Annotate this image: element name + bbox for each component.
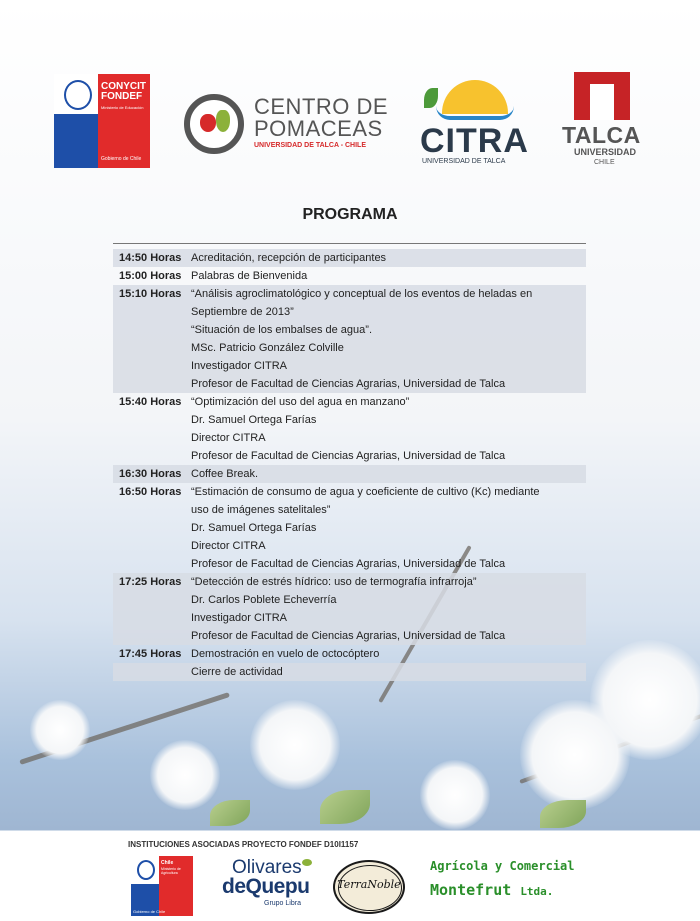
schedule-time: 15:00 Horas — [119, 270, 182, 282]
header-logos — [0, 70, 700, 180]
schedule-time — [113, 591, 191, 609]
schedule-line — [113, 501, 586, 519]
schedule-text: uso de imágenes satelitales” — [191, 504, 331, 516]
schedule-time — [113, 357, 191, 375]
schedule-text: Profesor de Facultad de Ciencias Agrarias, Universidad de Talca — [191, 558, 506, 570]
schedule-row — [113, 393, 586, 465]
schedule-time — [113, 429, 191, 447]
apple-pear-icon — [184, 94, 244, 154]
schedule-text: Dr. Carlos Poblete Echeverría — [191, 594, 337, 606]
schedule-text: Coffee Break. — [191, 468, 259, 480]
footer — [0, 831, 700, 921]
schedule-text: “Situación de los embalses de agua”. — [191, 324, 372, 336]
schedule-line — [113, 393, 586, 411]
schedule-time — [113, 339, 191, 357]
schedule-row — [113, 285, 586, 393]
schedule-line — [113, 519, 586, 537]
schedule-row — [113, 663, 586, 681]
schedule-row — [113, 465, 586, 483]
schedule-row — [113, 249, 586, 267]
centro-pomaceas-logo: CENTRO DE POMACEAS UNIVERSIDAD DE TALCA - CHILE — [184, 92, 379, 156]
schedule-text: MSc. Patricio González Colville — [191, 342, 344, 354]
sprout-icon — [424, 88, 438, 108]
schedule-line — [113, 465, 586, 483]
schedule-text: “Análisis agroclimatológico y conceptual de los eventos de heladas en — [191, 288, 533, 300]
schedule-row — [113, 267, 586, 285]
schedule-line — [113, 627, 586, 645]
schedule-time: 14:50 Horas — [119, 252, 182, 264]
schedule-text: Profesor de Facultad de Ciencias Agrarias, Universidad de Talca — [191, 450, 506, 462]
universidad-talca-logo: TALCA UNIVERSIDAD CHILE — [562, 72, 646, 170]
schedule-row — [113, 573, 586, 645]
ministerio-agricultura-logo: Chile Ministerio de Agricultura Gobierno de Chile — [131, 856, 193, 916]
schedule-row — [113, 483, 586, 573]
schedule-line — [113, 357, 586, 375]
schedule-time: 15:40 Horas — [119, 396, 182, 408]
conycit-fondef-logo: CONYCIT FONDEF Ministerio de Educación Gobierno de Chile — [54, 74, 150, 168]
schedule-line — [113, 411, 586, 429]
schedule-time: 17:25 Horas — [119, 576, 182, 588]
schedule-text: Dr. Samuel Ortega Farías — [191, 414, 317, 426]
schedule-text: Palabras de Bienvenida — [191, 270, 308, 282]
schedule-text: Cierre de actividad — [191, 666, 283, 678]
divider — [113, 243, 586, 244]
schedule-line — [113, 483, 586, 501]
schedule-text: “Detección de estrés hídrico: uso de termografía infrarroja” — [191, 576, 477, 588]
terranoble-logo: TerraNoble — [333, 860, 405, 914]
schedule-time: 16:30 Horas — [119, 468, 182, 480]
schedule-time — [113, 537, 191, 555]
schedule-line — [113, 591, 586, 609]
olivares-de-quepu-logo: Olivares deQuepu Grupo Libra — [218, 857, 318, 913]
schedule-line — [113, 537, 586, 555]
schedule-line — [113, 429, 586, 447]
schedule-text: “Estimación de consumo de agua y coeficiente de cultivo (Kc) mediante — [191, 486, 540, 498]
schedule-text: Septiembre de 2013” — [191, 306, 294, 318]
schedule-line — [113, 609, 586, 627]
schedule-time — [113, 627, 191, 645]
talca-u-icon — [574, 72, 630, 120]
footer-label: INSTITUCIONES ASOCIADAS PROYECTO FONDEF D10I1157 — [128, 840, 359, 849]
schedule-text: Demostración en vuelo de octocóptero — [191, 648, 380, 660]
schedule-text: Dr. Samuel Ortega Farías — [191, 522, 317, 534]
schedule-time — [113, 411, 191, 429]
schedule-time: 15:10 Horas — [119, 288, 182, 300]
schedule-text: Investigador CITRA — [191, 360, 287, 372]
schedule-line — [113, 375, 586, 393]
schedule-text: Profesor de Facultad de Ciencias Agrarias, Universidad de Talca — [191, 378, 506, 390]
schedule-time — [113, 321, 191, 339]
schedule-text: Director CITRA — [191, 432, 266, 444]
schedule-line — [113, 555, 586, 573]
schedule-time — [113, 663, 191, 681]
program-schedule — [113, 249, 586, 681]
schedule-text: “Optimización del uso del agua en manzano” — [191, 396, 410, 408]
schedule-time: 17:45 Horas — [119, 648, 182, 660]
schedule-line — [113, 447, 586, 465]
schedule-time — [113, 519, 191, 537]
schedule-text: Investigador CITRA — [191, 612, 287, 624]
schedule-line — [113, 267, 586, 285]
schedule-text: Director CITRA — [191, 540, 266, 552]
schedule-line — [113, 645, 586, 663]
coat-of-arms-icon — [137, 860, 155, 880]
schedule-text: Profesor de Facultad de Ciencias Agrarias, Universidad de Talca — [191, 630, 506, 642]
schedule-time — [113, 375, 191, 393]
schedule-time — [113, 447, 191, 465]
schedule-line — [113, 303, 586, 321]
schedule-text: Acreditación, recepción de participantes — [191, 252, 387, 264]
schedule-line — [113, 321, 586, 339]
montefrut-logo: Agrícola y Comercial Montefrut Ltda. — [430, 859, 575, 899]
citra-logo: CITRA UNIVERSIDAD DE TALCA — [418, 72, 518, 168]
coat-of-arms-icon — [64, 80, 92, 110]
schedule-line — [113, 249, 586, 267]
schedule-time: 16:50 Horas — [119, 486, 182, 498]
page-title: PROGRAMA — [302, 206, 398, 223]
schedule-time — [113, 501, 191, 519]
schedule-line — [113, 573, 586, 591]
schedule-line — [113, 663, 586, 681]
schedule-time — [113, 555, 191, 573]
schedule-line — [113, 285, 586, 303]
schedule-line — [113, 339, 586, 357]
schedule-row — [113, 645, 586, 663]
schedule-time — [113, 303, 191, 321]
olive-icon — [302, 859, 312, 866]
schedule-time — [113, 609, 191, 627]
